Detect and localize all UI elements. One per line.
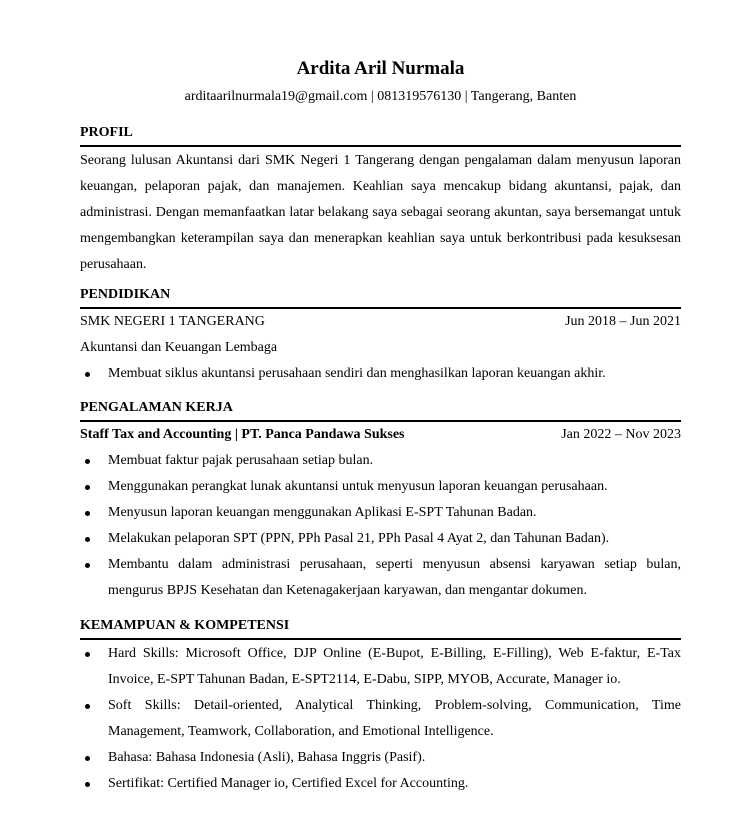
bullet-icon <box>85 704 90 709</box>
list-item: Membuat faktur pajak perusahaan setiap bulan. <box>80 448 681 474</box>
list-item: Menggunakan perangkat lunak akuntansi untuk menyusun laporan keuangan perusahaan. <box>80 474 681 500</box>
section-title-profil: PROFIL <box>80 124 681 147</box>
profil-text: Seorang lulusan Akuntansi dari SMK Negeri 1 Tangerang dengan pengalaman dalam menyusun laporan keuangan, pelaporan pajak, dan manajemen. Keahlian saya mencakup bidang akuntansi, pajak, dan administrasi. Dengan memanfaatkan latar belakang saya sebagai seorang akuntan, saya bersemangat untuk mengembangkan keterampilan saya dan menerapkan keahlian saya untuk berkontribusi pada kesuksesan perusahaan. <box>80 153 681 272</box>
bullet-icon <box>85 782 90 787</box>
education-major: Akuntansi dan Keuangan Lembaga <box>80 340 278 355</box>
bullet-icon <box>85 459 90 464</box>
bullet-icon <box>85 537 90 542</box>
candidate-name: Ardita Aril Nurmala <box>296 58 465 79</box>
list-item: Sertifikat: Certified Manager io, Certified Excel for Accounting. <box>80 771 681 797</box>
bullet-icon <box>85 511 90 516</box>
education-period: Jun 2018 – Jun 2021 <box>565 314 681 329</box>
section-pendidikan <box>80 286 681 387</box>
job-bullets <box>80 448 681 604</box>
bullet-icon <box>85 652 90 657</box>
list-item: Menyusun laporan keuangan menggunakan Aplikasi E-SPT Tahunan Badan. <box>80 500 681 526</box>
contact-info: arditaarilnurmala19@gmail.com | 081319576130 | Tangerang, Banten <box>184 89 577 104</box>
list-item: Bahasa: Bahasa Indonesia (Asli), Bahasa Inggris (Pasif). <box>80 745 681 771</box>
bullet-icon <box>85 563 90 568</box>
job-period: Jan 2022 – Nov 2023 <box>561 427 681 442</box>
job-title-company: Staff Tax and Accounting | PT. Panca Pandawa Sukses <box>80 427 405 442</box>
list-item: Melakukan pelaporan SPT (PPN, PPh Pasal 21, PPh Pasal 4 Ayat 2, dan Tahunan Badan). <box>80 526 681 552</box>
list-item: Soft Skills: Detail-oriented, Analytical Thinking, Problem-solving, Communication, Time Management, Teamwork, Collaboration, and Emotional Intelligence. <box>80 693 681 745</box>
list-item: Membuat siklus akuntansi perusahaan sendiri dan menghasilkan laporan keuangan akhir. <box>80 361 681 387</box>
section-pengalaman <box>80 399 681 604</box>
education-bullets <box>80 361 681 387</box>
school-name: SMK NEGERI 1 TANGERANG <box>80 314 265 329</box>
education-entry-header <box>80 309 681 335</box>
bullet-icon <box>85 756 90 761</box>
job-entry-header <box>80 422 681 448</box>
section-kemampuan <box>80 617 681 797</box>
section-title-pengalaman: PENGALAMAN KERJA <box>80 399 681 422</box>
list-item: Membantu dalam administrasi perusahaan, seperti menyusun absensi karyawan setiap bulan, mengurus BPJS Kesehatan dan Ketenagakerjaan karyawan, dan mengantar dokumen. <box>80 552 681 604</box>
section-title-kemampuan: KEMAMPUAN & KOMPETENSI <box>80 617 681 640</box>
list-item: Hard Skills: Microsoft Office, DJP Online (E-Bupot, E-Billing, E-Filling), Web E-faktur, E-Tax Invoice, E-SPT Tahunan Badan, E-SPT2114, E-Dabu, SIPP, MYOB, Accurate, Manager io. <box>80 641 681 693</box>
bullet-icon <box>85 372 90 377</box>
bullet-icon <box>85 485 90 490</box>
section-title-pendidikan: PENDIDIKAN <box>80 286 681 309</box>
skills-bullets <box>80 641 681 797</box>
section-profil <box>80 124 681 278</box>
